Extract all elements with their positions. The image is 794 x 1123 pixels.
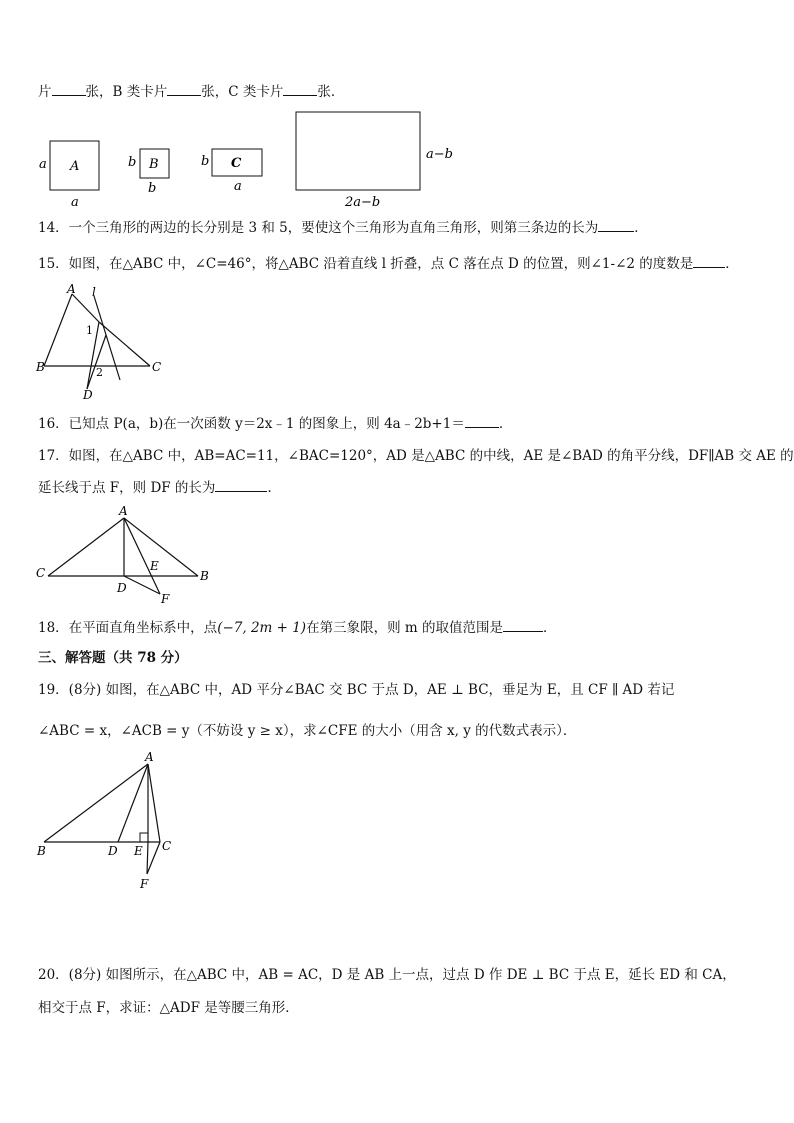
fig19-label-E: E: [134, 844, 143, 858]
fig17-label-D: D: [117, 581, 127, 595]
card-b-side: b: [128, 155, 137, 170]
q20-line1: [38, 966, 736, 984]
q20-text-2: 相交于点 F，求证：△ADF 是等腰三角形．: [38, 1000, 299, 1016]
q14-text: 14．一个三角形的两边的长分别是 3 和 5，要使这个三角形为直角三角形，则第三条边的长为: [38, 220, 599, 236]
card-c-side: b: [201, 154, 210, 169]
q20-line2: [38, 999, 299, 1017]
fig15-label-D: D: [83, 388, 93, 402]
q18-line: [38, 619, 556, 637]
fig19-label-B: B: [37, 844, 46, 858]
q13-blank-a: [52, 83, 86, 96]
fig15-label-B: B: [36, 360, 45, 374]
q13-seg1: 片: [38, 84, 52, 100]
q17-blank: [215, 479, 267, 492]
q17-text-1: 17．如图，在△ABC 中，AB=AC=11，∠BAC=120°，AD 是△ABC 的中线，AE 是∠BAD 的角平分线，DF∥AB 交 AE 的: [38, 448, 794, 464]
q18-blank: [503, 619, 543, 632]
fig17-label-F: F: [161, 592, 170, 606]
fig19-label-F: F: [140, 877, 149, 891]
q18-point: (−7, 2m + 1): [217, 620, 307, 636]
card-figures: [30, 108, 460, 212]
fig17-label-A: A: [119, 504, 128, 518]
card-a-label: A: [70, 159, 80, 174]
q15-line: [38, 255, 739, 273]
q13-blank-c: [283, 83, 317, 96]
card-b-label: B: [149, 157, 159, 172]
q13-blank-b: [167, 83, 201, 96]
q17-text-2: 延长线于点 F，则 DF 的长为: [38, 480, 216, 496]
q17-line2: [38, 479, 281, 497]
fig17-label-E: E: [150, 559, 159, 573]
figure-q15: [30, 282, 170, 404]
q18-pre: 18．在平面直角坐标系中，点: [38, 620, 218, 636]
q16-end: ．: [498, 416, 513, 432]
q17-line1: [38, 447, 794, 465]
q19-text-2: ∠ABC = x，∠ACB = y（不妨设 y ≥ x），求∠CFE 的大小（用含 x, y 的代数式表示）．: [38, 723, 577, 739]
q16-blank: [465, 415, 499, 428]
q14-end: ．: [634, 220, 648, 236]
fig15-label-C: C: [152, 360, 162, 374]
section-3-heading: [38, 649, 188, 667]
q14-blank: [598, 219, 634, 232]
big-rect-bottom-label: 2a−b: [345, 195, 381, 210]
q18-end: ．: [542, 620, 557, 636]
q17-end: ．: [267, 480, 281, 496]
q15-end: ．: [725, 256, 739, 272]
fig19-label-D: D: [108, 844, 118, 858]
q13-seg2: 张，B 类卡片: [85, 84, 168, 100]
q20-text-1: 20．(8分) 如图所示，在△ABC 中，AB = AC，D 是 AB 上一点，过点 D 作 DE ⊥ BC 于点 E，延长 ED 和 CA，: [38, 967, 736, 983]
q19-line2: [38, 722, 576, 740]
fig17-label-C: C: [36, 566, 46, 580]
big-rect-right-label: a−b: [426, 147, 453, 162]
q14-line: [38, 219, 648, 237]
figure-q19: [30, 750, 190, 896]
q19-line1: [38, 681, 674, 699]
card-a-side: a: [39, 157, 47, 172]
card-b-bottom: b: [148, 181, 157, 196]
q15-text: 15．如图，在△ABC 中，∠C=46°，将△ABC 沿着直线 l 折叠，点 C 落在点 D 的位置，则∠1-∠2 的度数是: [38, 256, 694, 272]
fig15-label-1: 1: [86, 324, 93, 337]
fig15-label-2: 2: [96, 366, 103, 379]
section-3-title: 三、解答题（共 78 分）: [38, 650, 188, 666]
card-a-bottom: a: [71, 195, 79, 210]
fig19-label-C: C: [162, 839, 172, 853]
q13-tail-line: [38, 83, 344, 101]
q18-post: 在第三象限，则 m 的取值范围是: [306, 620, 503, 636]
q16-line: [38, 415, 512, 433]
fig17-label-B: B: [200, 569, 209, 583]
card-c-label: C: [231, 156, 242, 171]
q16-text: 16．已知点 P(a，b)在一次函数 y＝2x﹣1 的图象上，则 4a﹣2b+1＝: [38, 416, 465, 432]
big-rect: [296, 112, 420, 190]
fig19-label-A: A: [145, 750, 154, 764]
q19-text-1: 19．(8分) 如图，在△ABC 中，AD 平分∠BAC 交 BC 于点 D，AE ⊥ BC，垂足为 E，且 CF ∥ AD 若记: [38, 682, 675, 698]
figure-q17: [30, 504, 220, 608]
fig15-label-A: A: [67, 282, 76, 296]
q15-blank: [693, 255, 725, 268]
q13-seg4: 张．: [317, 84, 345, 100]
card-c-bottom: a: [234, 179, 242, 194]
fig15-label-l: l: [92, 285, 96, 299]
q13-seg3: 张，C 类卡片: [201, 84, 284, 100]
